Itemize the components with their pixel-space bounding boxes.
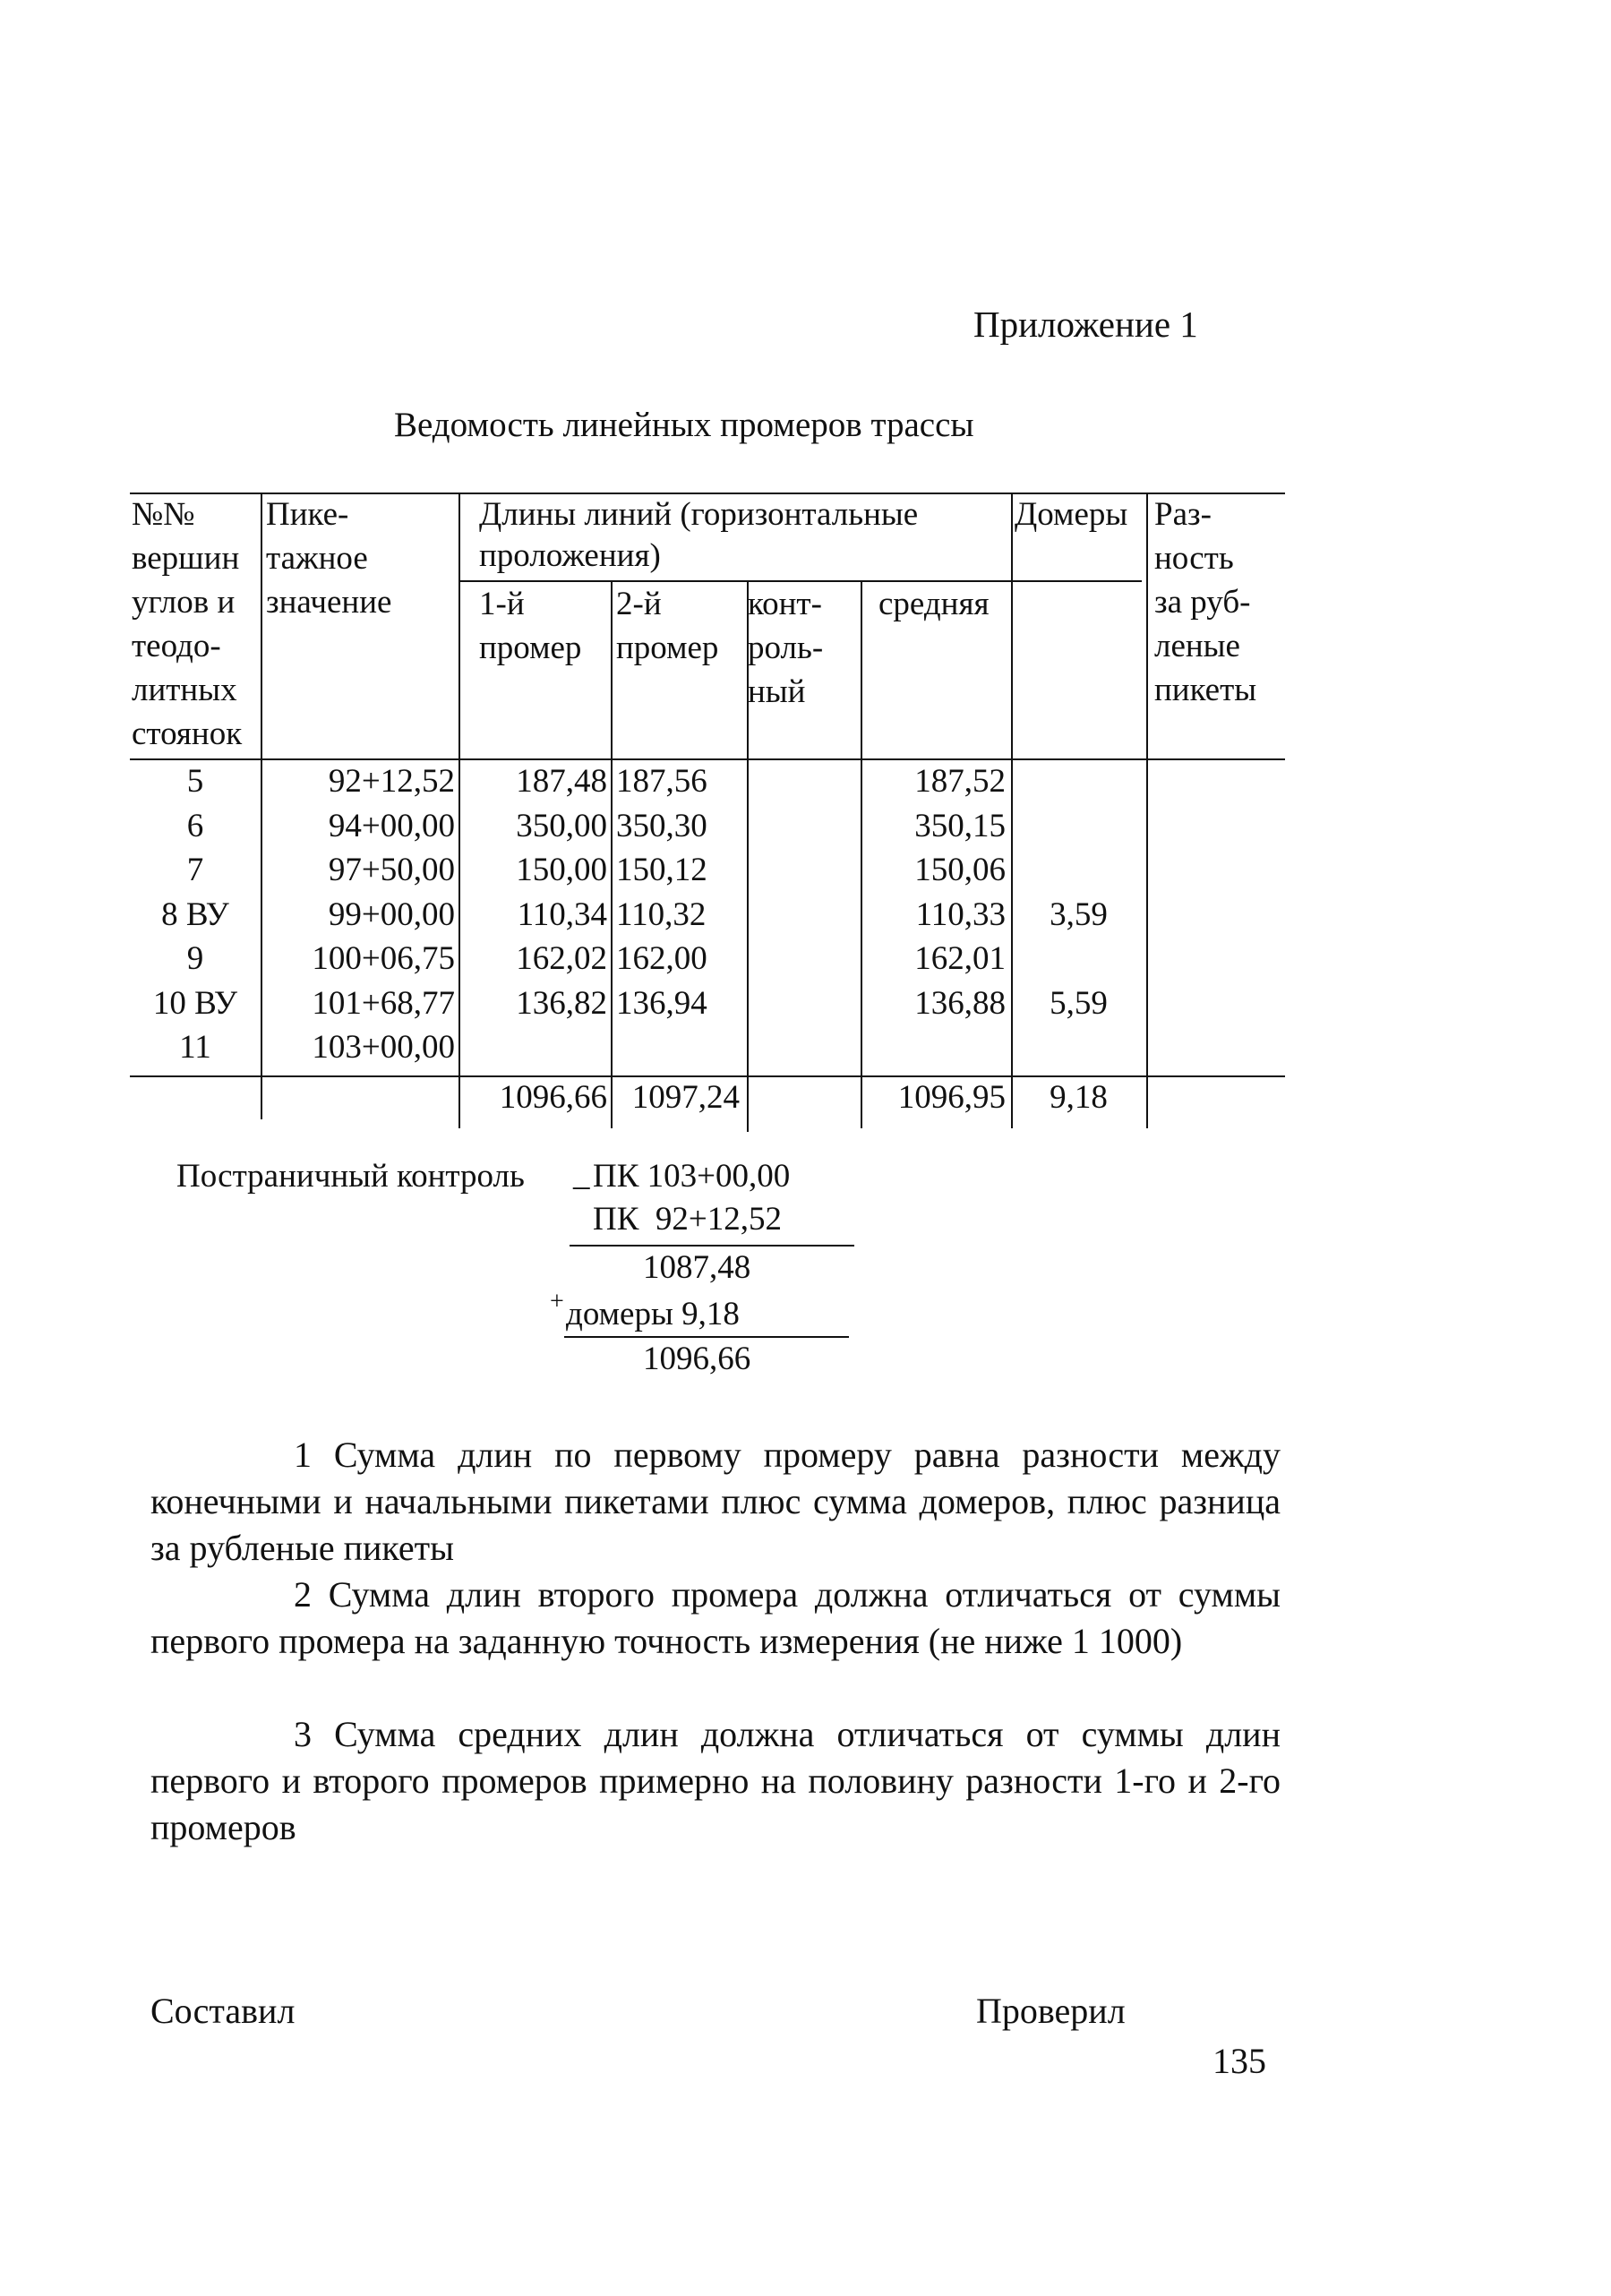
cell-average: 136,88	[914, 984, 1006, 1022]
header-difference-line-3: за руб-	[1154, 584, 1251, 621]
control-line-1: ПК 103+00,00	[593, 1158, 791, 1195]
cell-picket: 103+00,00	[312, 1029, 455, 1066]
page-control-label: Постраничный контроль	[176, 1158, 525, 1195]
signature-checked: Проверил	[976, 1991, 1126, 2031]
cell-first-measure: 150,00	[516, 852, 607, 888]
cell-second-measure: 187,56	[616, 763, 707, 800]
control-underline-1	[570, 1245, 854, 1247]
cell-second-measure: 150,12	[616, 852, 707, 888]
cell-second-measure: 162,00	[616, 940, 707, 977]
control-result-1: 1087,48	[643, 1249, 751, 1286]
header-control-line-1: конт-	[748, 586, 822, 622]
header-first-measure-line-1: 1-й	[479, 586, 525, 622]
cell-vertex: 6	[186, 807, 204, 844]
minus-sign: _	[573, 1156, 590, 1193]
table-title: Ведомость линейных промеров трассы	[394, 406, 974, 444]
header-picket-line-3: значение	[266, 584, 392, 621]
header-control-line-2: роль-	[748, 630, 824, 666]
cell-domery: 5,59	[1050, 984, 1108, 1022]
cell-first-measure: 187,48	[516, 763, 607, 800]
cell-picket: 92+12,52	[328, 763, 455, 800]
header-second-measure-line-1: 2-й	[616, 586, 662, 622]
total-second-measure: 1097,24	[631, 1079, 740, 1116]
cell-second-measure: 136,94	[616, 984, 707, 1022]
header-difference-line-1: Раз-	[1154, 496, 1212, 533]
cell-vertex: 5	[186, 763, 204, 800]
cell-picket: 97+50,00	[328, 852, 455, 888]
header-average: средняя	[878, 586, 990, 622]
cell-picket: 101+68,77	[312, 984, 455, 1022]
header-vertex-line-2: вершин	[132, 540, 240, 577]
cell-average: 162,01	[914, 940, 1006, 977]
cell-picket: 99+00,00	[328, 895, 455, 933]
cell-average: 110,33	[915, 895, 1006, 933]
signature-compiled: Составил	[150, 1991, 296, 2031]
header-picket-line-1: Пике-	[266, 496, 349, 533]
header-domery: Домеры	[1015, 496, 1128, 533]
header-control-line-3: ный	[748, 673, 806, 710]
cell-first-measure: 350,00	[516, 807, 607, 844]
cell-average: 150,06	[914, 852, 1006, 888]
header-difference-line-2: ность	[1154, 540, 1234, 577]
page-number: 135	[1213, 2041, 1266, 2081]
cell-first-measure: 110,34	[517, 895, 607, 933]
cell-picket: 100+06,75	[312, 940, 455, 977]
cell-second-measure: 350,30	[616, 807, 707, 844]
header-vertex-line-5: литных	[132, 672, 237, 708]
col-divider-7	[1146, 493, 1148, 1128]
note-2	[150, 1572, 1281, 1665]
cell-vertex: 9	[186, 940, 204, 977]
note-2-text: 2 Сумма длин второго промера должна отличаться от суммы первого промера на заданную точность измерения (не ниже 1 1000)	[150, 1574, 1281, 1661]
col-divider-3	[611, 580, 613, 1128]
cell-average: 350,15	[914, 807, 1006, 844]
cell-second-measure: 110,32	[616, 895, 707, 933]
control-result-2: 1096,66	[643, 1341, 751, 1377]
control-line-2: ПК 92+12,52	[593, 1201, 783, 1238]
header-vertex-line-3: углов и	[132, 584, 236, 621]
cell-vertex: 7	[186, 852, 204, 888]
header-vertex-line-1: №№	[132, 496, 195, 533]
cell-average: 187,52	[914, 763, 1006, 800]
note-1	[150, 1432, 1281, 1572]
header-lengths-line-2: проложения)	[479, 537, 661, 574]
plus-sign: +	[550, 1288, 564, 1315]
control-underline-2	[564, 1336, 849, 1338]
col-divider-6	[1011, 493, 1013, 1128]
cell-vertex: 10 ВУ	[152, 984, 238, 1022]
header-picket-line-2: тажное	[266, 540, 368, 577]
header-lengths-line-1: Длины линий (горизонтальные	[479, 496, 919, 533]
cell-picket: 94+00,00	[328, 807, 455, 844]
total-domery: 9,18	[1050, 1079, 1108, 1116]
cell-vertex: 11	[179, 1029, 211, 1066]
header-vertex-line-6: стоянок	[132, 715, 243, 752]
control-line-3: домеры 9,18	[566, 1296, 740, 1332]
cell-first-measure: 136,82	[516, 984, 607, 1022]
header-difference-line-4: леные	[1154, 628, 1240, 664]
cell-first-measure: 162,02	[516, 940, 607, 977]
cell-domery: 3,59	[1050, 895, 1108, 933]
header-difference-line-5: пикеты	[1154, 672, 1257, 708]
header-second-measure-line-2: промер	[616, 630, 719, 666]
total-first-measure: 1096,66	[499, 1079, 607, 1116]
appendix-label: Приложение 1	[973, 304, 1198, 345]
total-average: 1096,95	[897, 1079, 1006, 1116]
header-first-measure-line-2: промер	[479, 630, 582, 666]
cell-vertex: 8 ВУ	[161, 895, 229, 933]
measurements-table	[130, 493, 1285, 1134]
note-3	[150, 1711, 1281, 1851]
note-3-text: 3 Сумма средних длин должна отличаться от суммы длин первого и второго промеров примерно на половину разности 1-го и 2-го промеров	[150, 1714, 1281, 1847]
header-vertex-line-4: теодо-	[132, 628, 221, 664]
note-1-text: 1 Сумма длин по первому промеру равна разности между конечными и начальными пикетами плюс сумма домеров, плюс разница за рубленые пикеты	[150, 1435, 1281, 1568]
